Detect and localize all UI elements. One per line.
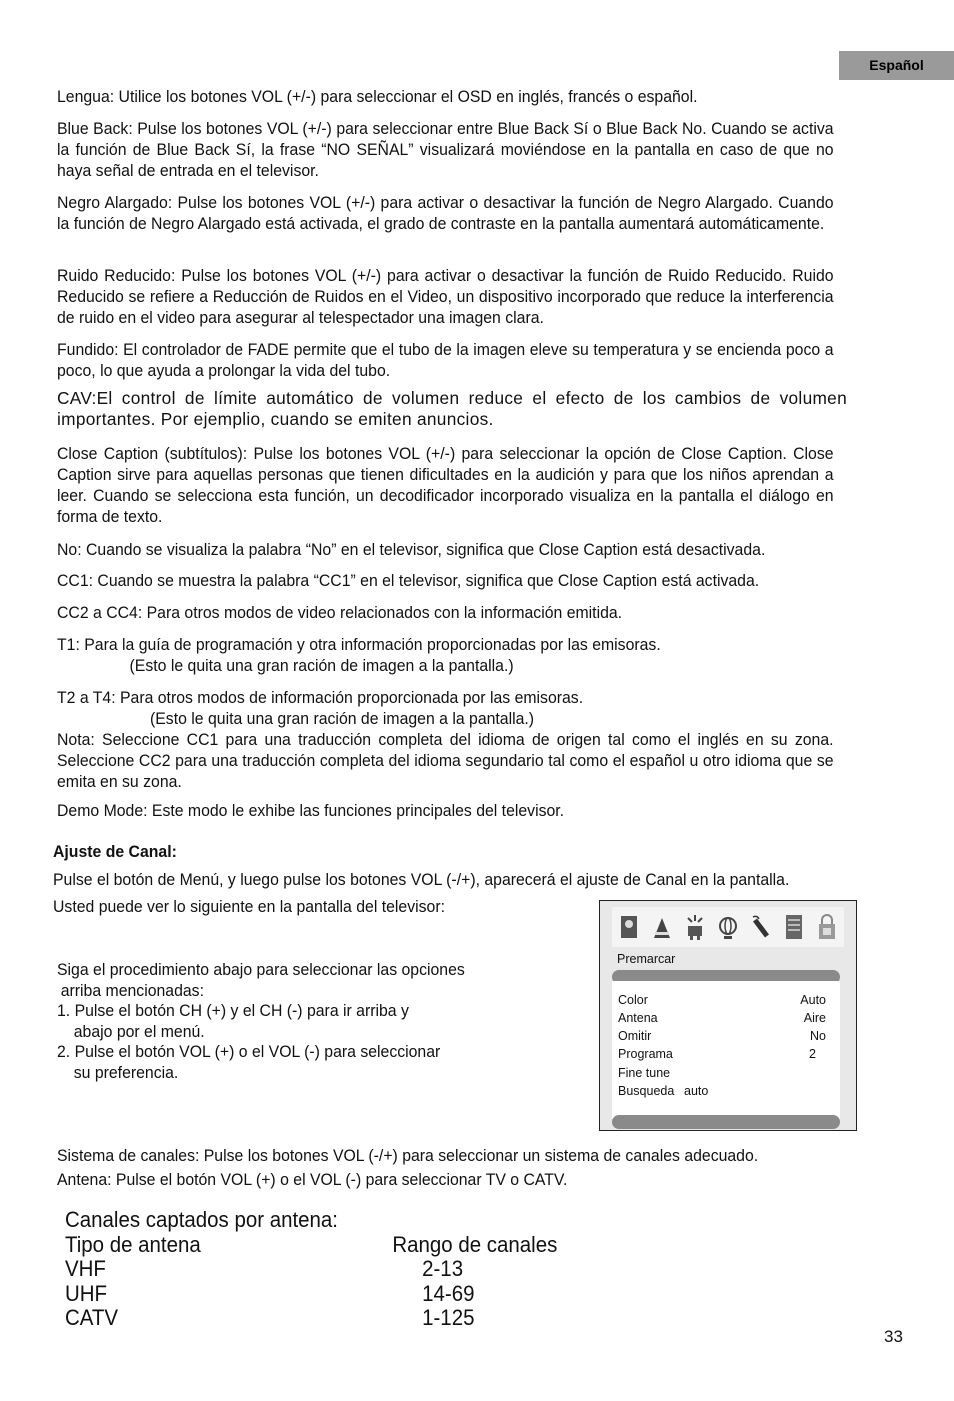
tv-row-busqueda [618,1084,826,1102]
step-1: 1. Pulse el botón CH (+) y el CH (-) para ir arriba y [57,1001,409,1020]
table-row [65,1256,464,1282]
paragraph-demo: Demo Mode: Este modo le exhibe las funciones principales del televisor. [57,801,565,820]
steps-lead-2: arriba mencionadas: [60,980,204,1000]
tv-row-label: Antena [618,1011,658,1025]
t2-text: T2 a T4: Para otros modos de información proporcionada por las emisoras. [57,688,584,707]
paragraph-no: No: Cuando se visualiza la palabra “No” en el televisor, significa que Close Caption está desactivada. [57,540,766,559]
paragraph-antena: Antena: Pulse el botón VOL (+) o el VOL (-) para seleccionar TV o CATV. [57,1170,568,1189]
paragraph-cav: CAV:El control de límite automático de volumen reduce el efecto de los cambios de volumen importantes. Por ejemplio, cuando se emiten anuncios. [57,388,847,429]
function-icon [684,912,706,942]
tv-row-value: Aire [803,1011,826,1025]
tv-row-antena [618,1011,826,1029]
picture-icon [618,912,640,942]
table-row [65,1280,475,1307]
satellite-icon [750,912,772,942]
paragraph-cc2: CC2 a CC4: Para otros modos de video relacionados con la información emitida. [57,603,623,622]
tv-menu-screenshot [599,900,857,1131]
paragraph-nota: Nota: Seleccione CC1 para una traducción completa del idioma de origen tal como el inglés en su zona. Seleccione CC2 para una traducción completa del idioma segundario tal como el español u otro idioma que se emita en su zona. [57,730,834,791]
paragraph-negro-alargado: Negro Alargado: Pulse los botones VOL (+/-) para activar o desactivar la función de Negro Alargado. Cuando la función de Negro Alargado está activada, el grado de contraste en la pantalla aumentará automáticamente. [57,193,834,233]
cell-type: VHF [65,1256,106,1281]
step-1-cont: abajo por el menú. [73,1021,205,1041]
tv-row-value: Auto [800,993,826,1007]
t1-text: T1: Para la guía de programación y otra información proporcionadas por las emisoras. [57,635,661,654]
lock-icon [816,912,838,942]
cell-type: CATV [65,1305,119,1330]
paragraph-lengua: Lengua: Utilice los botones VOL (+/-) para seleccionar el OSD en inglés, francés o español. [57,87,698,106]
tv-row-color [618,993,826,1011]
table-caption [65,1208,338,1233]
tv-menu-panel [612,981,840,1119]
cell-range: 1-125 [422,1305,475,1330]
section-intro: Pulse el botón de Menú, y luego pulse los botones VOL (-/+), aparecerá el ajuste de Canal en la pantalla. [53,870,790,889]
tv-row-label: Busqueda [618,1084,675,1098]
tv-row-label: Omitir [618,1029,652,1043]
paragraph-sistema: Sistema de canales: Pulse los botones VOL (-/+) para seleccionar un sistema de canales adecuado. [57,1146,759,1165]
tv-row-value: auto [684,1084,709,1098]
tv-row-value: 2 [809,1047,816,1061]
header-range: Rango de canales [392,1231,558,1257]
tv-menu-title: Premarcar [617,952,676,966]
tv-row-omitir [618,1029,826,1047]
t1-note: (Esto le quita una gran ración de imagen a la pantalla.) [129,656,514,675]
section-see: Usted puede ver lo siguiente en la pantalla del televisor: [53,897,445,916]
cell-range: 14-69 [422,1280,475,1306]
paragraph-cc1: CC1: Cuando se muestra la palabra “CC1” en el televisor, significa que Close Caption está activada. [57,571,760,590]
paragraph-t1 [57,634,834,676]
cell-range: 2-13 [422,1256,464,1281]
page-number: 33 [884,1327,903,1346]
table-row [65,1305,475,1331]
step-2: 2. Pulse el botón VOL (+) o el VOL (-) para seleccionar [57,1042,441,1061]
section-heading: Ajuste de Canal: [53,842,177,861]
caption-text: Canales captados por antena: [65,1207,338,1232]
sound-icon [651,912,673,942]
globe-icon [717,912,739,942]
tv-row-fine-tune [618,1066,826,1084]
steps-lead: Siga el procedimiento abajo para seleccionar las opciones [57,960,465,979]
paragraph-close-caption: Close Caption (subtítulos): Pulse los botones VOL (+/-) para seleccionar la opción de Close Caption. Close Caption sirve para aquellas personas que tienen dificultades en la audición y para que los niños aprendan a leer. Cuando se selecciona esta función, un decodificador incorporado visualiza en la pantalla el diálogo en forma de texto. [57,444,834,526]
step-2-cont: su preferencia. [73,1062,179,1082]
language-tab: Español [839,51,954,80]
list-icon [783,912,805,942]
paragraph-ruido-reducido: Ruido Reducido: Pulse los botones VOL (+/-) para activar o desactivar la función de Ruido Reducido. Ruido Reducido se refiere a Reducción de Ruidos en el Video, un dispositivo incorporado que reduce la interferencia de ruido en el video para asegurar al telespectador una imagen clara. [57,266,834,327]
table-header [65,1231,558,1258]
t2-note: (Esto le quita una gran ración de imagen a la pantalla.) [150,709,535,728]
tv-row-value: No [810,1029,826,1043]
tv-row-label: Fine tune [618,1066,671,1080]
paragraph-blue-back: Blue Back: Pulse los botones VOL (+/-) para seleccionar entre Blue Back Sí o Blue Back No. Cuando se activa la función de Blue Back Sí, la frase “NO SEÑAL” visualizará moviéndose en la pantalla en caso de que no haya señal de entrada en el televisor. [57,119,834,180]
cell-type: UHF [65,1280,108,1306]
tv-icon-bar [612,907,844,947]
tv-row-label: Color [618,993,648,1007]
paragraph-t2 [57,687,834,729]
tv-row-label: Programa [618,1047,673,1061]
steps-list [57,960,522,1083]
tv-menu-bar-bottom [612,1115,840,1129]
channel-table [65,1207,558,1331]
header-type: Tipo de antena [65,1231,201,1257]
tv-row-programa [618,1047,826,1065]
paragraph-fundido: Fundido: El controlador de FADE permite que el tubo de la imagen eleve su temperatura y se encienda poco a poco, lo que ayuda a prolongar la vida del tubo. [57,340,834,380]
